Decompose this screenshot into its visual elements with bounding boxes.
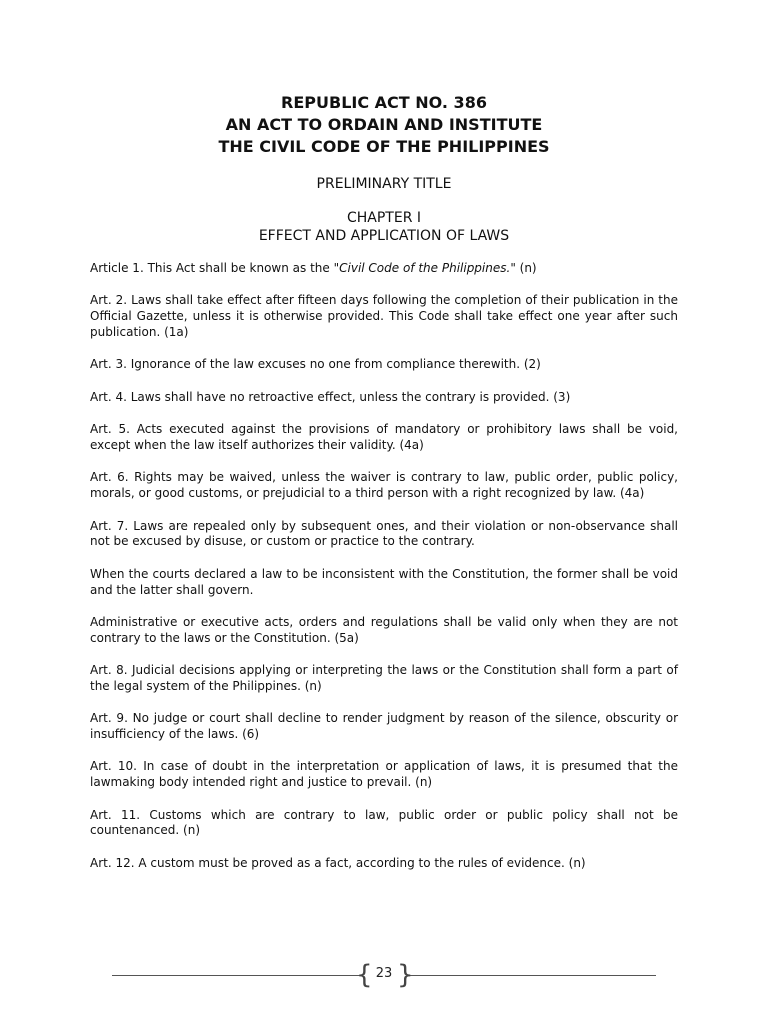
chapter-heading	[0, 209, 768, 245]
article-paragraph: Art. 11. Customs which are contrary to law, public order or public policy shall not be countenanced. (n)	[90, 807, 678, 838]
article-paragraph: Art. 9. No judge or court shall decline to render judgment by reason of the silence, obscurity or insufficiency of the laws. (6)	[90, 711, 678, 742]
article-paragraph: Art. 2. Laws shall take effect after fifteen days following the completion of their publication in the Official Gazette, unless it is otherwise provided. This Code shall take effect one year after such publication. (1a)	[90, 293, 678, 339]
article-paragraph: Art. 3. Ignorance of the law excuses no one from compliance therewith. (2)	[90, 357, 541, 372]
article-1-italic-title: Civil Code of the Philippines.	[339, 261, 511, 275]
chapter-title: EFFECT AND APPLICATION OF LAWS	[258, 228, 510, 244]
title-line: THE CIVIL CODE OF THE PHILIPPINES	[218, 137, 550, 156]
preliminary-title: PRELIMINARY TITLE	[316, 176, 452, 192]
article-paragraph: Art. 10. In case of doubt in the interpretation or application of laws, it is presumed that the lawmaking body intended right and justice to prevail. (n)	[90, 759, 678, 790]
articles-body	[90, 261, 678, 888]
article-1-suffix: " (n)	[510, 261, 537, 275]
footer-rule-left	[112, 975, 360, 976]
article-paragraph: Art. 12. A custom must be proved as a fact, according to the rules of evidence. (n)	[90, 855, 586, 870]
article-paragraph: Art. 6. Rights may be waived, unless the waiver is contrary to law, public order, public policy, morals, or good customs, or prejudicial to a third person with a right recognized by law. (4a)	[90, 470, 678, 501]
title-line: AN ACT TO ORDAIN AND INSTITUTE	[225, 115, 543, 134]
document-title	[0, 92, 768, 158]
article-paragraph: Art. 7. Laws are repealed only by subsequent ones, and their violation or non-observance shall not be excused by disuse, or custom or practice to the contrary.	[90, 518, 678, 549]
left-brace-icon: {	[356, 960, 373, 990]
right-brace-icon: }	[397, 960, 414, 990]
article-paragraph: Administrative or executive acts, orders and regulations shall be valid only when they are not contrary to the laws or the Constitution. (5a)	[90, 614, 678, 645]
title-line: REPUBLIC ACT NO. 386	[281, 93, 487, 112]
article-paragraph: Art. 4. Laws shall have no retroactive effect, unless the contrary is provided. (3)	[90, 389, 571, 404]
chapter-number: CHAPTER I	[346, 210, 422, 226]
article-paragraph: When the courts declared a law to be inconsistent with the Constitution, the former shall be void and the latter shall govern.	[90, 566, 678, 597]
article-paragraph: Art. 8. Judicial decisions applying or interpreting the laws or the Constitution shall form a part of the legal system of the Philippines. (n)	[90, 663, 678, 693]
page-number: 23	[375, 966, 393, 981]
article-1-prefix: Article 1. This Act shall be known as the "	[90, 261, 340, 275]
footer-rule-right	[408, 975, 656, 976]
article-paragraph	[90, 261, 678, 277]
article-paragraph: Art. 5. Acts executed against the provisions of mandatory or prohibitory laws shall be void, except when the law itself authorizes their validity. (4a)	[90, 422, 678, 452]
